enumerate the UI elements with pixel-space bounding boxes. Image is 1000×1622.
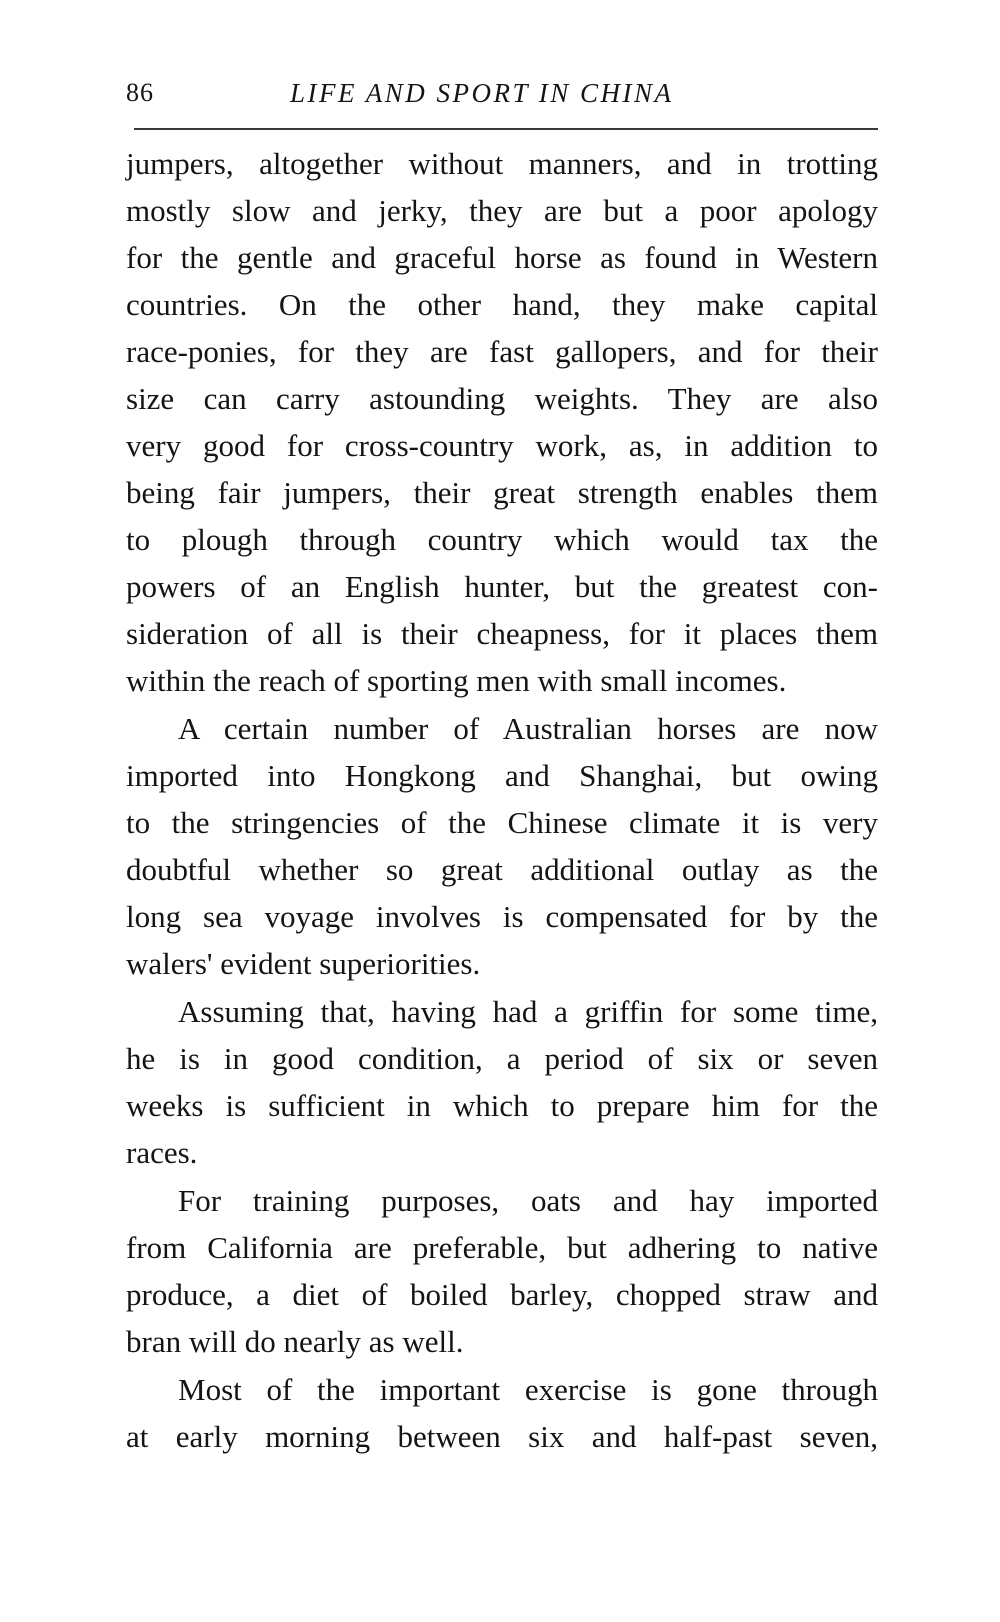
text-line: races.	[126, 1135, 198, 1170]
text-line: very good for cross-country work, as, in addition to	[126, 428, 878, 463]
header-rule	[134, 128, 878, 130]
paragraph-1	[126, 140, 878, 704]
text-line: size can carry astounding weights. They are also	[126, 381, 878, 416]
text-line: race-ponies, for they are fast gallopers, and for their	[126, 334, 878, 369]
text-line: countries. On the other hand, they make capital	[126, 287, 878, 322]
text-line: being fair jumpers, their great strength enables them	[126, 475, 878, 510]
text-line: for the gentle and graceful horse as found in Western	[126, 240, 878, 275]
text-line: A certain number of Australian horses are now	[178, 711, 878, 746]
text-line: to plough through country which would tax the	[126, 522, 878, 557]
text-line: weeks is sufficient in which to prepare him for the	[126, 1088, 878, 1123]
text-line: produce, a diet of boiled barley, chopped straw and	[126, 1277, 878, 1312]
text-line: powers of an English hunter, but the greatest con-	[126, 569, 878, 604]
text-line: sideration of all is their cheapness, for it places them	[126, 616, 878, 651]
text-line: Assuming that, having had a griffin for some time,	[178, 994, 878, 1029]
text-line: doubtful whether so great additional outlay as the	[126, 852, 878, 887]
text-line: walers' evident superiorities.	[126, 946, 481, 981]
paragraph-5	[126, 1366, 878, 1460]
text-line: he is in good condition, a period of six or seven	[126, 1041, 878, 1076]
paragraph-4	[126, 1177, 878, 1365]
page-number: 86	[126, 78, 154, 107]
text-line: bran will do nearly as well.	[126, 1324, 464, 1359]
paragraph-2	[126, 705, 878, 987]
text-line: For training purposes, oats and hay imported	[178, 1183, 878, 1218]
text-line: jumpers, altogether without manners, and in trotting	[126, 146, 878, 181]
body-text	[126, 140, 878, 1460]
paragraph-3	[126, 988, 878, 1176]
running-title: LIFE AND SPORT IN CHINA	[290, 78, 674, 108]
text-line: within the reach of sporting men with small incomes.	[126, 663, 787, 698]
text-line: Most of the important exercise is gone through	[178, 1372, 878, 1407]
running-head	[126, 74, 878, 118]
text-line: to the stringencies of the Chinese climate it is very	[126, 805, 878, 840]
text-line: mostly slow and jerky, they are but a poor apology	[126, 193, 878, 228]
text-line: from California are preferable, but adhering to native	[126, 1230, 878, 1265]
text-line: imported into Hongkong and Shanghai, but owing	[126, 758, 878, 793]
text-line: long sea voyage involves is compensated for by the	[126, 899, 878, 934]
text-line: at early morning between six and half-past seven,	[126, 1419, 878, 1454]
